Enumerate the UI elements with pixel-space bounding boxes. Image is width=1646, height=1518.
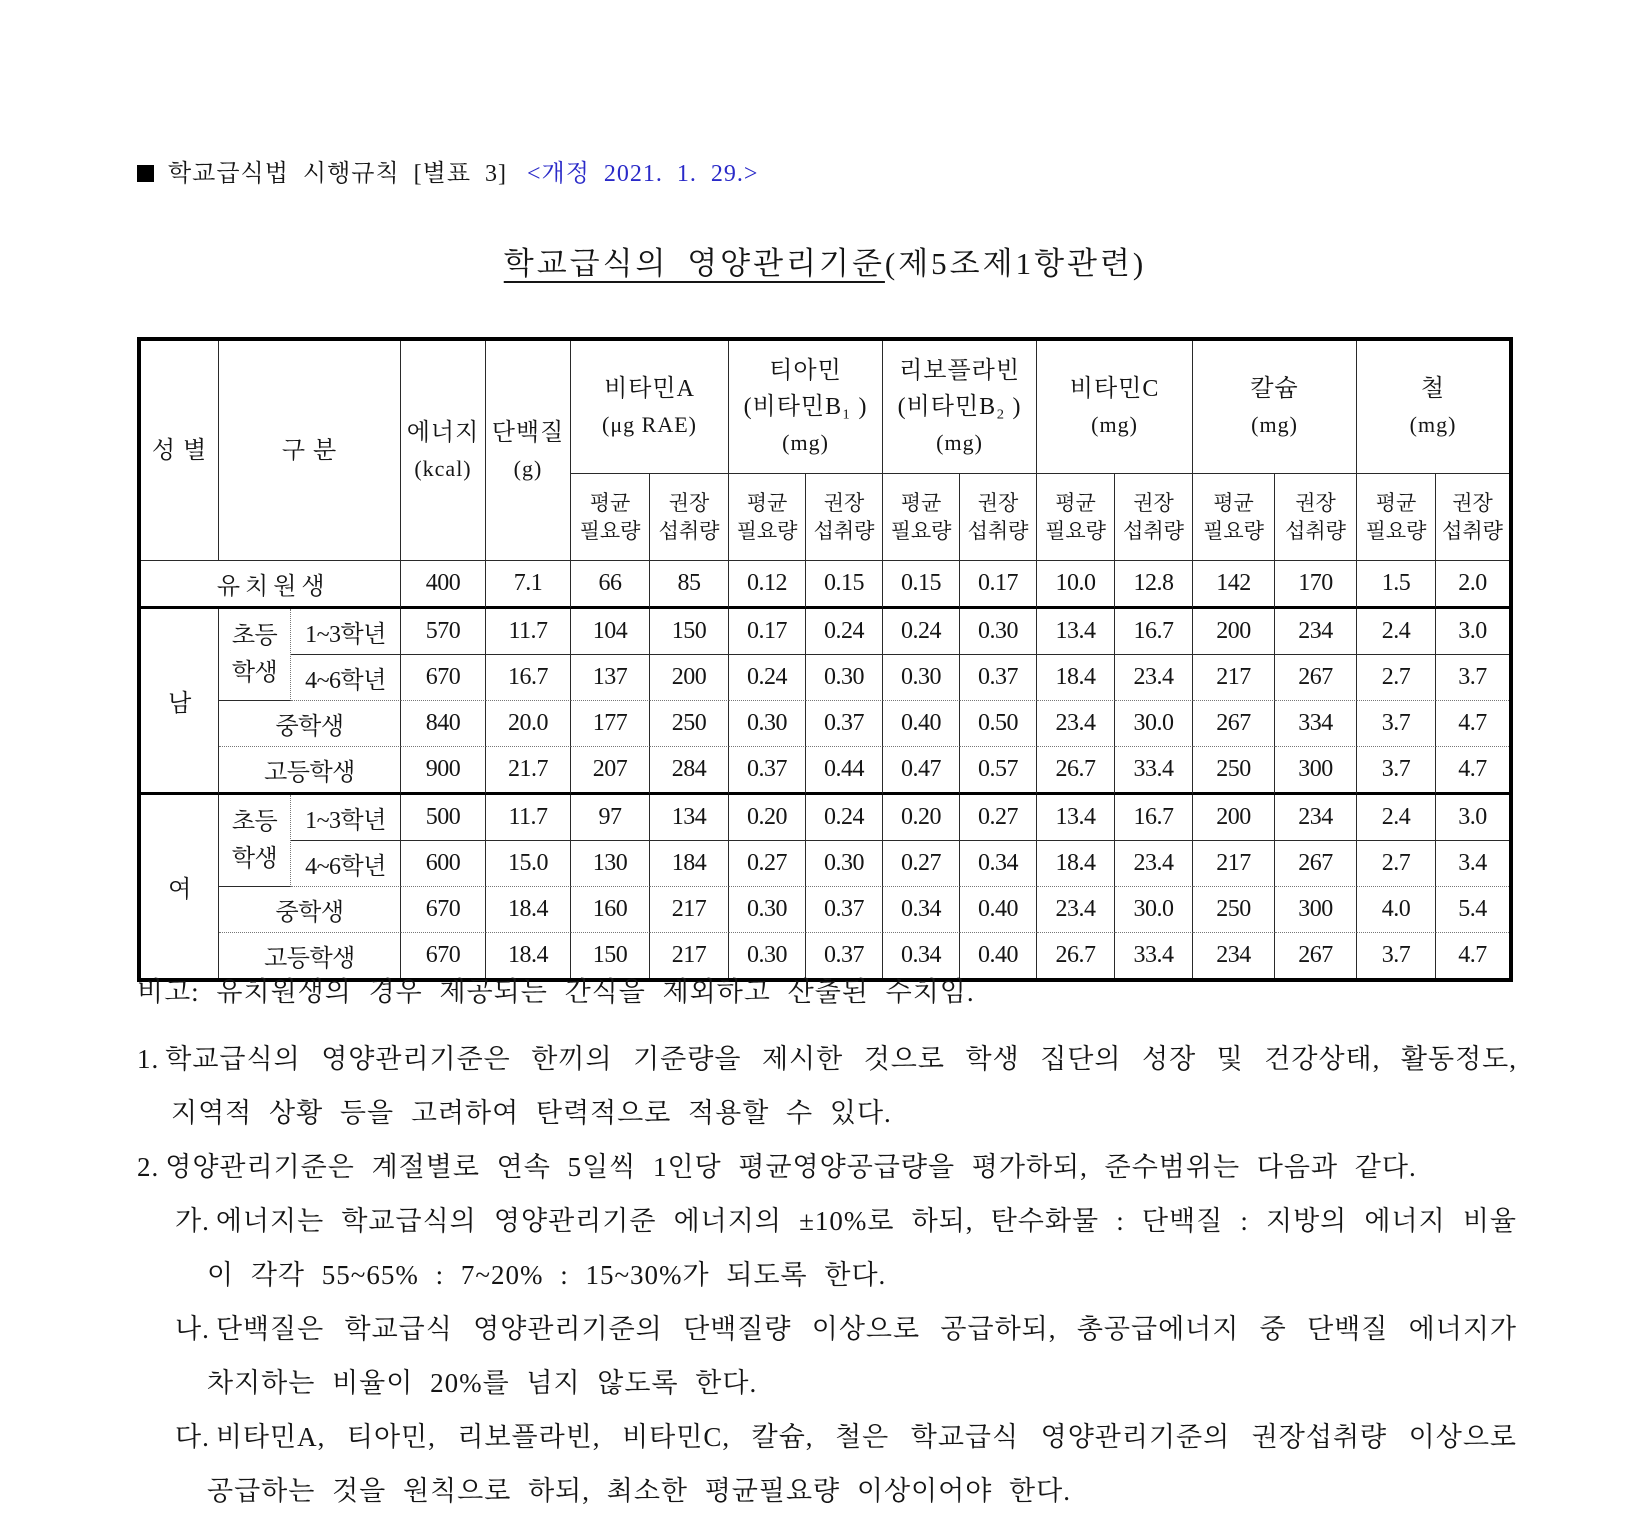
value-cell: 570 — [401, 609, 486, 655]
value-cell: 10.0 — [1037, 561, 1115, 609]
table-row-kindergarten — [141, 561, 1509, 609]
subheader-line: 평균 — [746, 491, 788, 515]
vitamin-c-unit: (mg) — [1091, 412, 1138, 437]
riboflavin-name: 리보플라빈 — [899, 358, 1020, 384]
value-cell: 234 — [1193, 933, 1275, 978]
elementary-line: 초등 — [231, 808, 278, 835]
calcium-unit: (mg) — [1251, 412, 1298, 437]
value-cell: 170 — [1275, 561, 1357, 609]
value-cell: 217 — [650, 933, 729, 978]
value-cell: 0.27 — [883, 841, 960, 887]
gender-cell-female: 여 — [141, 795, 219, 978]
value-cell: 13.4 — [1037, 609, 1115, 655]
value-cell: 0.24 — [806, 795, 883, 841]
value-cell: 26.7 — [1037, 933, 1115, 978]
thiamine-unit: (mg) — [782, 430, 829, 455]
value-cell: 3.4 — [1436, 841, 1509, 887]
col-header-calcium — [1193, 341, 1357, 474]
value-cell: 160 — [571, 887, 650, 933]
value-cell: 217 — [1193, 655, 1275, 701]
calcium-name: 칼슘 — [1250, 376, 1299, 402]
value-cell: 11.7 — [486, 795, 571, 841]
table-row-male-grade46 — [141, 655, 1509, 701]
elementary-line: 학생 — [231, 845, 278, 872]
subheader-line: 필요량 — [736, 519, 798, 543]
subheader-line: 섭취량 — [658, 519, 720, 543]
value-cell: 4.7 — [1436, 701, 1509, 747]
value-cell: 4.0 — [1357, 887, 1436, 933]
value-cell: 2.0 — [1436, 561, 1509, 609]
value-cell: 0.37 — [960, 655, 1037, 701]
page-title-main: 학교급식의 영양관리기준 — [503, 246, 885, 281]
value-cell: 0.30 — [883, 655, 960, 701]
table-row-female-grade13 — [141, 795, 1509, 841]
note-marker: 나. — [175, 1314, 210, 1344]
value-cell: 267 — [1275, 841, 1357, 887]
subheader-rec — [1115, 474, 1193, 561]
value-cell: 3.0 — [1436, 609, 1509, 655]
doc-header-text: 학교급식법 시행규칙 [별표 3] — [168, 161, 508, 187]
note-marker: 2. — [137, 1152, 160, 1182]
page-title-suffix: (제5조제1항관련) — [884, 246, 1147, 281]
protein-unit: (g) — [513, 455, 543, 481]
grade-cell: 1~3학년 — [291, 609, 401, 655]
value-cell: 234 — [1275, 795, 1357, 841]
subheader-line: 섭취량 — [813, 519, 875, 543]
value-cell: 334 — [1275, 701, 1357, 747]
value-cell: 66 — [571, 561, 650, 609]
value-cell: 217 — [650, 887, 729, 933]
value-cell: 130 — [571, 841, 650, 887]
value-cell: 217 — [1193, 841, 1275, 887]
value-cell: 300 — [1275, 747, 1357, 795]
value-cell: 250 — [1193, 747, 1275, 795]
doc-header — [137, 153, 758, 188]
subheader-line: 권장 — [823, 491, 865, 515]
value-cell: 840 — [401, 701, 486, 747]
value-cell: 20.0 — [486, 701, 571, 747]
value-cell: 150 — [650, 609, 729, 655]
col-header-thiamine — [729, 341, 883, 474]
value-cell: 250 — [1193, 887, 1275, 933]
row-label-cell: 중학생 — [219, 701, 401, 747]
value-cell: 0.47 — [883, 747, 960, 795]
subheader-line: 평균 — [1375, 491, 1417, 515]
note-marker: 1. — [137, 1044, 160, 1074]
subheader-avg — [1193, 474, 1275, 561]
value-cell: 13.4 — [1037, 795, 1115, 841]
value-cell: 23.4 — [1037, 887, 1115, 933]
col-header-iron — [1357, 341, 1509, 474]
value-cell: 0.30 — [960, 609, 1037, 655]
value-cell: 0.40 — [960, 933, 1037, 978]
black-square-icon — [137, 165, 154, 182]
thiamine-alt: (비타민B₁ ) — [743, 394, 868, 420]
value-cell: 200 — [1193, 795, 1275, 841]
value-cell: 33.4 — [1115, 747, 1193, 795]
value-cell: 26.7 — [1037, 747, 1115, 795]
subheader-line: 평균 — [900, 491, 942, 515]
table-row-male-middle — [141, 701, 1509, 747]
value-cell: 4.7 — [1458, 942, 1487, 968]
value-cell: 500 — [401, 795, 486, 841]
iron-unit: (mg) — [1409, 412, 1457, 437]
value-cell: 0.34 — [883, 933, 960, 978]
note-item-1 — [137, 1032, 1517, 1140]
note-item-2a — [137, 1194, 1517, 1302]
note-text: 에너지는 학교급식의 영양관리기준 에너지의 ±10%로 하되, 탄수화물 : 단백질 : 지방의 에너지 비율이 각각 55~65% : 7~20% : 15~30%가 되도록 한다. — [207, 1206, 1517, 1290]
value-cell: 137 — [571, 655, 650, 701]
value-cell: 0.37 — [806, 933, 883, 978]
col-header-energy — [401, 341, 486, 561]
grade-cell: 4~6학년 — [291, 655, 401, 701]
header-row-1 — [141, 341, 1509, 474]
value-cell: 0.24 — [806, 609, 883, 655]
revision-date: <개정 2021. 1. 29.> — [527, 161, 759, 187]
nutrition-table — [137, 337, 1513, 982]
value-cell: 97 — [571, 795, 650, 841]
value-cell: 142 — [1193, 561, 1275, 609]
value-cell: 7.1 — [486, 561, 571, 609]
value-cell: 0.24 — [729, 655, 806, 701]
riboflavin-unit: (mg) — [936, 430, 983, 455]
value-cell: 267 — [1275, 933, 1357, 978]
notes-section — [137, 1032, 1517, 1518]
page-title — [137, 238, 1513, 283]
col-header-category: 구 분 — [219, 341, 401, 561]
value-cell: 3.7 — [1436, 655, 1509, 701]
value-cell: 0.20 — [729, 795, 806, 841]
value-cell: 3.7 — [1357, 701, 1436, 747]
value-cell: 184 — [650, 841, 729, 887]
value-cell: 0.57 — [960, 747, 1037, 795]
value-cell: 2.4 — [1357, 795, 1436, 841]
value-cell: 207 — [571, 747, 650, 795]
value-cell: 2.7 — [1357, 841, 1436, 887]
value-cell: 21.7 — [486, 747, 571, 795]
gender-cell-male: 남 — [141, 609, 219, 795]
value-cell: 0.50 — [960, 701, 1037, 747]
subheader-rec — [960, 474, 1037, 561]
subheader-avg — [729, 474, 806, 561]
subheader-line: 섭취량 — [1285, 519, 1346, 543]
value-cell: 0.34 — [883, 887, 960, 933]
value-cell: 5.4 — [1436, 887, 1509, 933]
note-text: 단백질은 학교급식 영양관리기준의 단백질량 이상으로 공급하되, 총공급에너지 중 단백질 에너지가 차지하는 비율이 20%를 넘지 않도록 한다. — [207, 1314, 1517, 1398]
subheader-line: 필요량 — [579, 519, 641, 543]
elementary-line: 초등 — [231, 622, 278, 649]
subheader-line: 섭취량 — [1123, 519, 1184, 543]
subheader-line: 필요량 — [890, 519, 952, 543]
value-cell: 23.4 — [1115, 841, 1193, 887]
value-cell: 23.4 — [1115, 655, 1193, 701]
subheader-line: 평균 — [589, 491, 631, 515]
value-cell: 16.7 — [1115, 609, 1193, 655]
subheader-rec — [806, 474, 883, 561]
subheader-rec — [650, 474, 729, 561]
energy-name: 에너지 — [406, 419, 480, 446]
note-text: 학교급식의 영양관리기준은 한끼의 기준량을 제시한 것으로 학생 집단의 성장 및 건강상태, 활동정도, 지역적 상황 등을 고려하여 탄력적으로 적용할 수 있다. — [165, 1044, 1517, 1128]
note-marker: 가. — [175, 1206, 210, 1236]
value-cell: 0.20 — [883, 795, 960, 841]
value-cell: 300 — [1275, 887, 1357, 933]
table-footnote: 비고: 유치원생의 경우 제공되는 간식을 제외하고 산출된 수치임. — [137, 977, 975, 1007]
value-cell: 200 — [650, 655, 729, 701]
value-cell: 18.4 — [486, 933, 571, 978]
value-cell: 1.5 — [1357, 561, 1436, 609]
col-header-vitamin-c — [1037, 341, 1193, 474]
note-text: 비타민A, 티아민, 리보플라빈, 비타민C, 칼슘, 철은 학교급식 영양관리기준의 권장섭취량 이상으로 공급하는 것을 원칙으로 하되, 최소한 평균필요량 이상이어야 한다. — [207, 1422, 1517, 1506]
iron-name: 철 — [1420, 376, 1446, 402]
subheader-line: 권장 — [668, 491, 710, 515]
subheader-avg — [1037, 474, 1115, 561]
row-label-cell: 고등학생 — [219, 747, 401, 795]
subheader-rec — [1275, 474, 1357, 561]
subheader-line: 권장 — [1133, 491, 1174, 515]
value-cell: 0.40 — [960, 887, 1037, 933]
value-cell: 0.30 — [729, 701, 806, 747]
row-label-cell: 고등학생 — [219, 933, 401, 978]
subheader-avg — [1357, 474, 1436, 561]
value-cell: 33.4 — [1115, 933, 1193, 978]
value-cell: 0.27 — [960, 795, 1037, 841]
value-cell: 3.7 — [1357, 933, 1436, 978]
protein-name: 단백질 — [491, 419, 565, 446]
subheader-line: 평균 — [1055, 491, 1096, 515]
note-item-2c — [137, 1410, 1517, 1518]
value-cell: 0.15 — [806, 561, 883, 609]
table-row-male-grade13 — [141, 609, 1509, 655]
value-cell: 3.0 — [1436, 795, 1509, 841]
subheader-line: 필요량 — [1045, 519, 1106, 543]
subheader-line: 필요량 — [1203, 519, 1264, 543]
value-cell: 30.0 — [1115, 887, 1193, 933]
value-cell: 16.7 — [486, 655, 571, 701]
category-cell-elementary — [219, 609, 291, 701]
value-cell: 400 — [401, 561, 486, 609]
value-cell: 0.40 — [883, 701, 960, 747]
subheader-line: 섭취량 — [1442, 519, 1503, 543]
col-header-riboflavin — [883, 341, 1037, 474]
value-cell: 0.17 — [960, 561, 1037, 609]
value-cell: 267 — [1193, 701, 1275, 747]
value-cell: 670 — [401, 887, 486, 933]
value-cell: 600 — [401, 841, 486, 887]
value-cell: 0.34 — [960, 841, 1037, 887]
value-cell: 0.24 — [883, 609, 960, 655]
value-cell: 16.7 — [1115, 795, 1193, 841]
value-cell: 900 — [401, 747, 486, 795]
value-cell: 200 — [1193, 609, 1275, 655]
value-cell: 0.30 — [806, 655, 883, 701]
grade-cell: 4~6학년 — [291, 841, 401, 887]
value-cell: 104 — [571, 609, 650, 655]
value-cell: 0.17 — [729, 609, 806, 655]
value-cell: 30.0 — [1115, 701, 1193, 747]
subheader-line: 권장 — [1295, 491, 1336, 515]
col-header-gender: 성 별 — [141, 341, 219, 561]
note-text: 영양관리기준은 계절별로 연속 5일씩 1인당 평균영양공급량을 평가하되, 준수범위는 다음과 같다. — [165, 1152, 1417, 1182]
note-item-2b — [137, 1302, 1517, 1410]
value-cell: 0.37 — [729, 747, 806, 795]
row-label-cell: 중학생 — [219, 887, 401, 933]
value-cell: 4.7 — [1436, 747, 1509, 795]
riboflavin-alt: (비타민B₂ ) — [897, 394, 1022, 420]
table-row-female-middle — [141, 887, 1509, 933]
table-row-male-high — [141, 747, 1509, 795]
subheader-line: 필요량 — [1365, 519, 1427, 543]
grade-cell: 1~3학년 — [291, 795, 401, 841]
subheader-avg — [571, 474, 650, 561]
energy-unit: (kcal) — [414, 455, 472, 481]
value-cell: 18.4 — [486, 887, 571, 933]
value-cell: 2.4 — [1357, 609, 1436, 655]
value-cell: 18.4 — [1037, 841, 1115, 887]
subheader-line: 평균 — [1213, 491, 1254, 515]
value-cell: 23.4 — [1037, 701, 1115, 747]
value-cell: 0.30 — [806, 841, 883, 887]
subheader-line: 섭취량 — [967, 519, 1029, 543]
value-cell: 0.37 — [806, 701, 883, 747]
value-cell: 267 — [1275, 655, 1357, 701]
value-cell: 250 — [650, 701, 729, 747]
note-marker: 다. — [175, 1422, 210, 1452]
value-cell: 12.8 — [1115, 561, 1193, 609]
value-cell: 670 — [401, 933, 486, 978]
value-cell: 0.15 — [883, 561, 960, 609]
value-cell: 3.7 — [1357, 747, 1436, 795]
value-cell: 85 — [650, 561, 729, 609]
value-cell: 0.30 — [729, 887, 806, 933]
value-cell: 0.30 — [729, 933, 806, 978]
col-header-protein — [486, 341, 571, 561]
subheader-line: 권장 — [1452, 491, 1493, 515]
value-cell: 0.27 — [729, 841, 806, 887]
note-item-2 — [137, 1140, 1517, 1194]
vitamin-a-name: 비타민A — [604, 376, 695, 402]
value-cell: 150 — [571, 933, 650, 978]
value-cell: 0.12 — [729, 561, 806, 609]
subheader-avg — [883, 474, 960, 561]
category-cell-elementary — [219, 795, 291, 887]
value-cell: 15.0 — [486, 841, 571, 887]
table-row-female-grade46 — [141, 841, 1509, 887]
subheader-rec — [1436, 474, 1509, 561]
row-label-cell: 유 치 원 생 — [141, 561, 401, 609]
value-cell: 11.7 — [486, 609, 571, 655]
thiamine-name: 티아민 — [769, 358, 842, 384]
subheader-line: 권장 — [977, 491, 1019, 515]
value-cell: 177 — [571, 701, 650, 747]
value-cell: 134 — [650, 795, 729, 841]
value-cell: 284 — [650, 747, 729, 795]
vitamin-a-unit: (μg RAE) — [602, 412, 697, 437]
value-cell: 18.4 — [1037, 655, 1115, 701]
elementary-line: 학생 — [231, 659, 278, 686]
value-cell: 0.44 — [806, 747, 883, 795]
vitamin-c-name: 비타민C — [1069, 376, 1160, 402]
value-cell: 670 — [401, 655, 486, 701]
col-header-vitamin-a — [571, 341, 729, 474]
value-cell: 2.7 — [1357, 655, 1436, 701]
value-cell: 0.37 — [806, 887, 883, 933]
value-cell: 234 — [1275, 609, 1357, 655]
